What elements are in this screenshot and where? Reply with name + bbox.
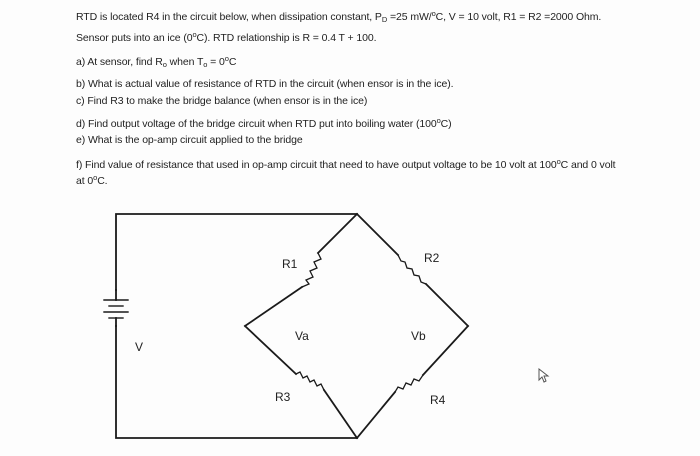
r4-label: R4 <box>430 393 446 407</box>
supply-bottom-wire <box>116 326 357 438</box>
va-node-label: Va <box>295 329 309 343</box>
supply-voltage-label: V <box>135 340 144 354</box>
r2-wire-b <box>426 284 468 326</box>
r3-wire-b <box>324 390 357 438</box>
question-f-line-2: at 0$^o$C. <box>76 173 108 187</box>
problem-intro-line-1: RTD is located R4 in the circuit below, when dissipation constant, $P_D =25$ mW/$^o$C, V = 10 volt, R1 = R2 =2000 Ohm. <box>76 9 602 24</box>
r4-wire-b <box>357 392 395 438</box>
question-d: d) Find output voltage of the bridge circuit when RTD put into boiling water (100$^o$C) <box>76 116 452 130</box>
r3-label: R3 <box>275 390 291 404</box>
r4-wire-a <box>423 326 468 375</box>
r3-wire-a <box>245 326 296 374</box>
r2-resistor <box>398 255 426 284</box>
r4-resistor <box>395 375 423 392</box>
question-a: a) At sensor, find $R_o$ when $T_o = 0^oC$ <box>76 54 237 69</box>
question-f-line-1: f) Find value of resistance that used in op-amp circuit that need to have output voltage to be 10 volt at 100$^o$C and 0 volt <box>76 157 616 171</box>
r1-wire-b <box>245 287 302 326</box>
question-e: e) What is the op-amp circuit applied to the bridge <box>76 134 303 146</box>
supply-top-wire <box>116 214 357 290</box>
vb-node-label: Vb <box>411 329 426 343</box>
r2-label: R2 <box>424 251 440 265</box>
problem-intro-line-2: Sensor puts into an ice (0$^o$C). RTD relationship is R = 0.4 T + 100. <box>76 30 377 44</box>
question-c: c) Find R3 to make the bridge balance (when ensor is in the ice) <box>76 95 368 107</box>
r1-resistor <box>302 253 321 287</box>
r1-wire-a <box>318 214 357 253</box>
mouse-pointer-icon <box>538 368 550 384</box>
r2-wire-a <box>357 214 398 255</box>
question-b: b) What is actual value of resistance of RTD in the circuit (when ensor is in the ice). <box>76 78 454 90</box>
r1-label: R1 <box>282 257 298 271</box>
r3-resistor <box>296 372 324 390</box>
